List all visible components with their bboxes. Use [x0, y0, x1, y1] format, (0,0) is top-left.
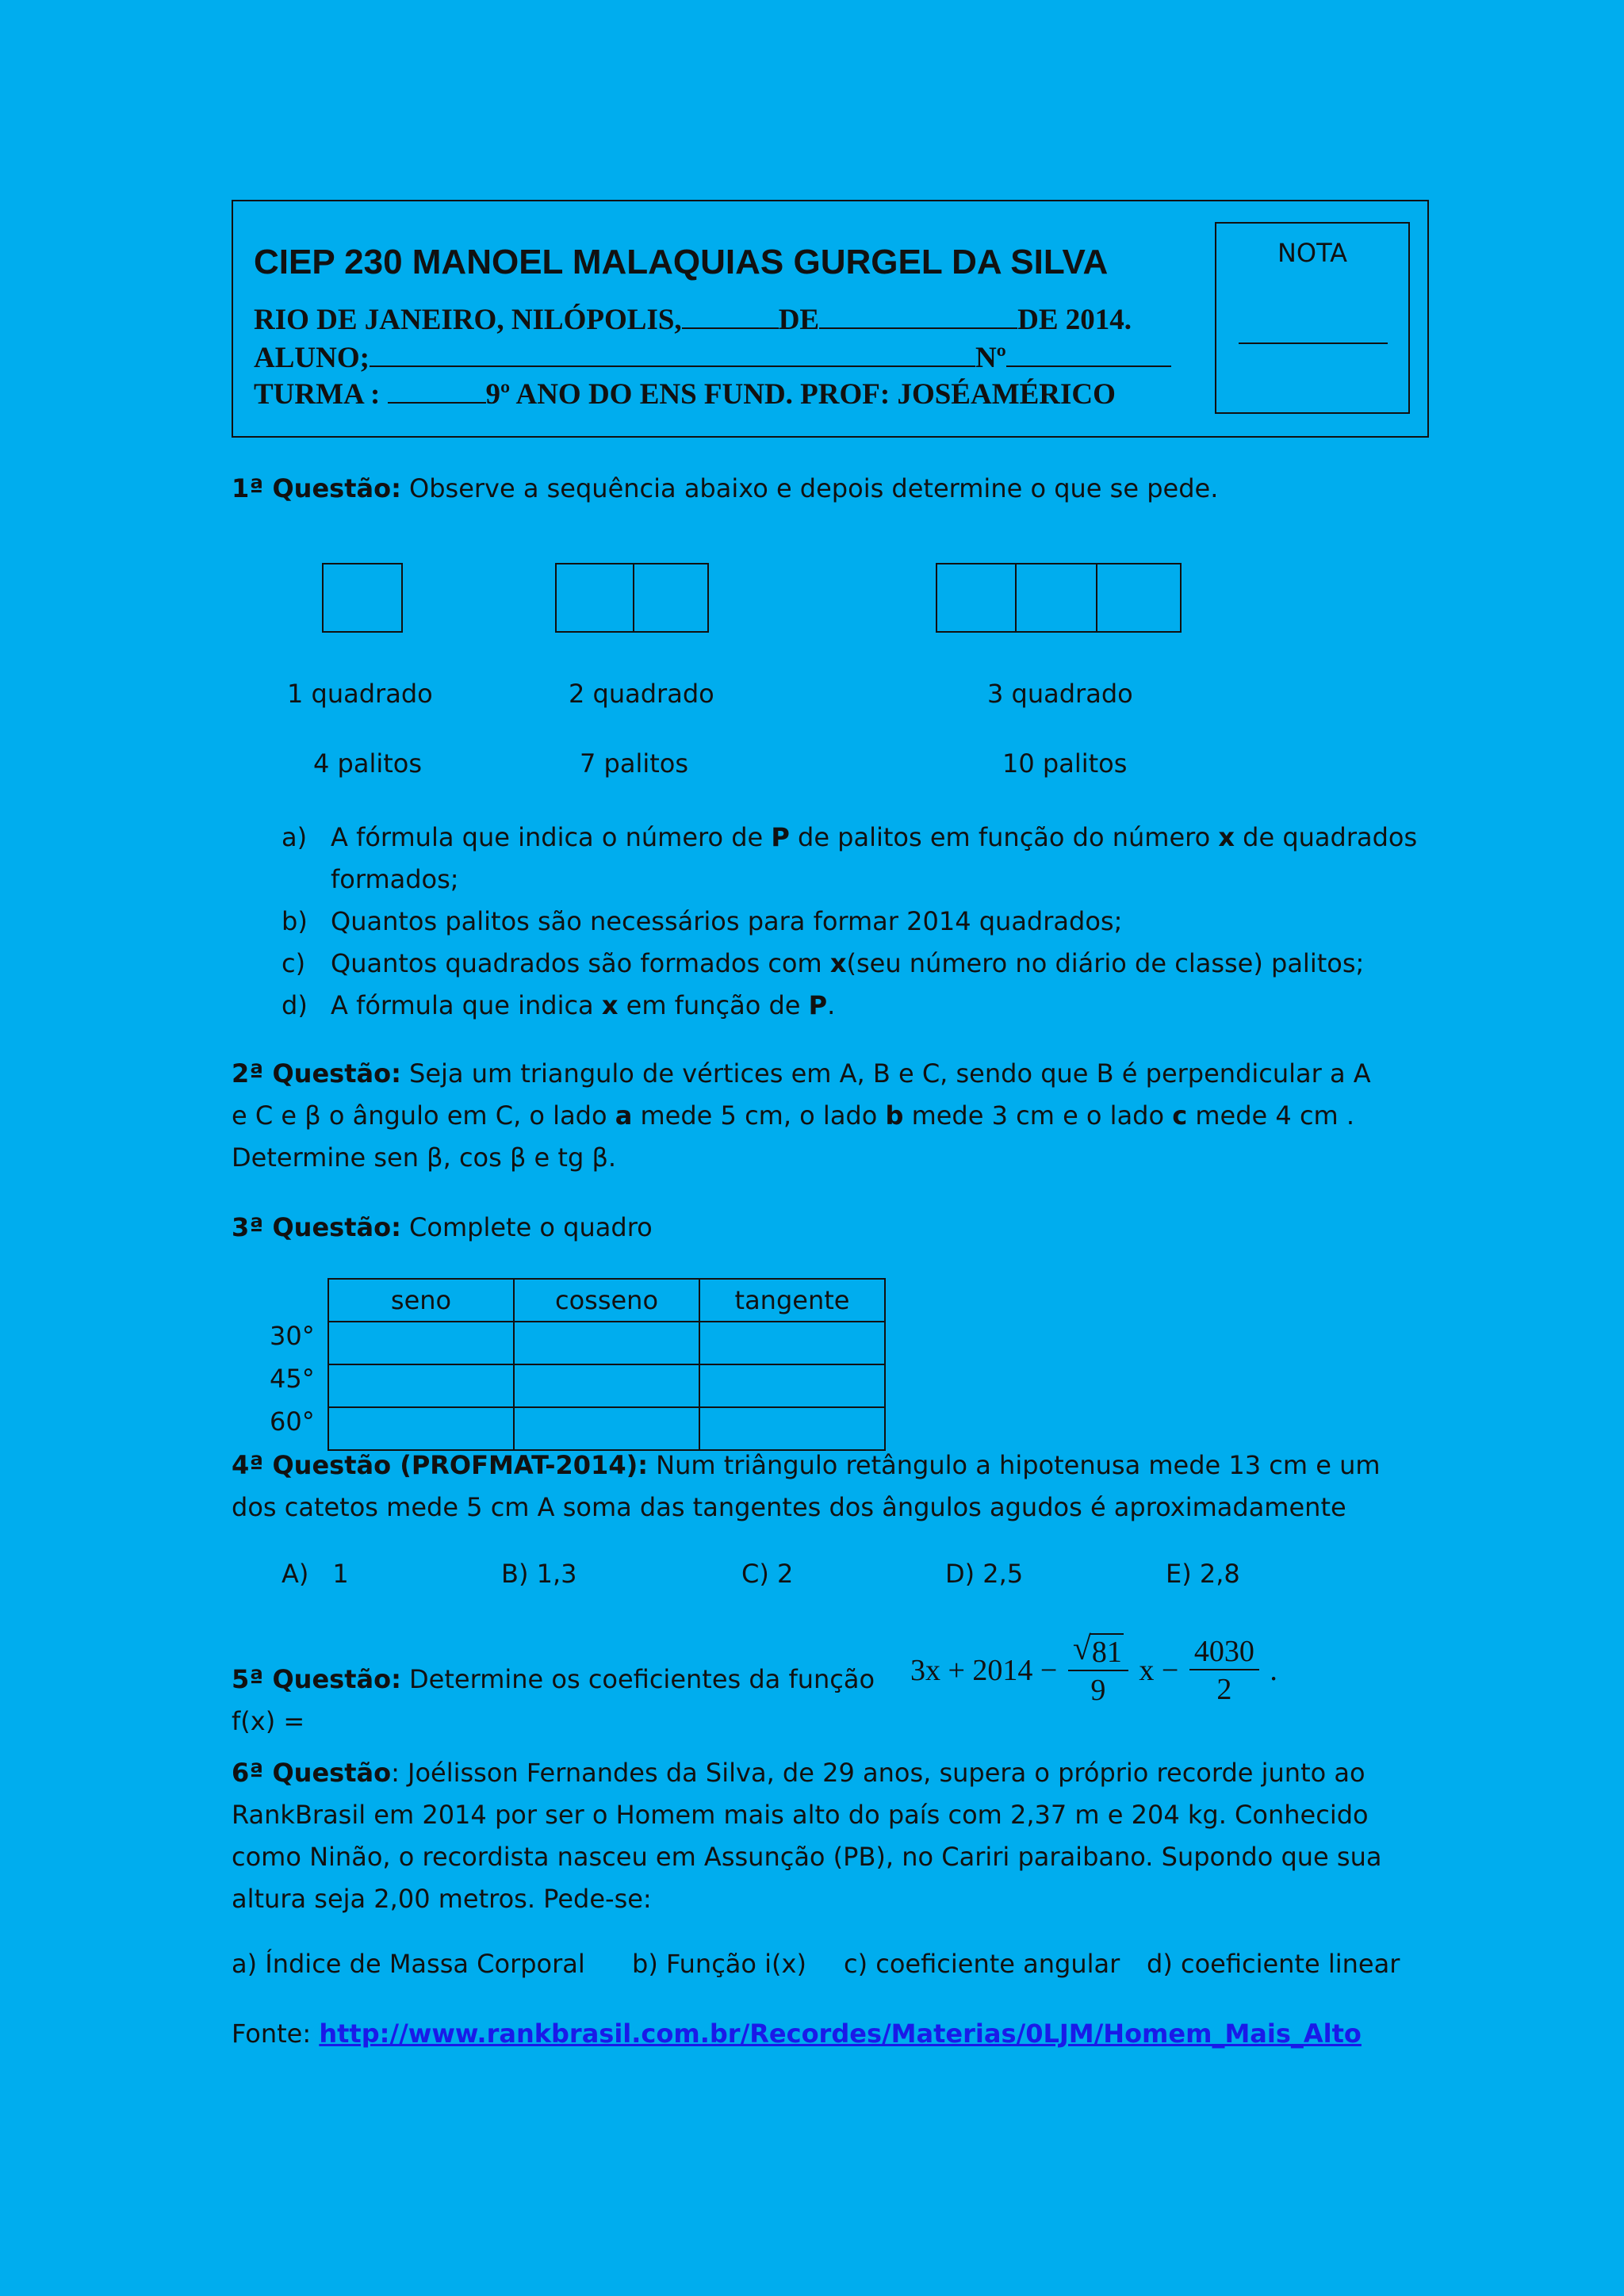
question-4-text: Num triângulo retângulo a hipotenusa mede 13 cm e um dos catetos mede 5 cm A soma das tangentes dos ângulos agudos é aproximadamente	[232, 1450, 1381, 1522]
table-cell[interactable]	[699, 1407, 885, 1450]
question-3-title	[232, 1207, 1389, 1249]
student-number-blank[interactable]	[1006, 342, 1171, 367]
question-2-label: 2ª Questão:	[232, 1058, 401, 1089]
item-text: Quantos quadrados são formados com x(seu número no diário de classe) palitos;	[331, 948, 1365, 978]
source-link[interactable]: http://www.rankbrasil.com.br/Recordes/Materias/0LJM/Homem_Mais_Alto	[319, 2019, 1362, 2049]
fraction-sqrt: √ 81 9	[1068, 1633, 1128, 1708]
option-b[interactable]: B) 1,3	[501, 1559, 577, 1589]
caption-3-squares: 3 quadrado	[987, 679, 1133, 709]
square-cell	[634, 564, 707, 631]
item-label: c)	[282, 948, 306, 978]
source-line	[232, 2019, 1362, 2049]
table-row	[328, 1364, 885, 1407]
question-3-label: 3ª Questão:	[232, 1212, 401, 1242]
aluno-label: ALUNO;	[254, 342, 370, 374]
table-cell[interactable]	[514, 1322, 699, 1364]
question-1-text: Observe a sequência abaixo e depois determine o que se pede.	[400, 473, 1219, 503]
table-cell[interactable]	[514, 1407, 699, 1450]
question-3-text: Complete o quadro	[400, 1212, 653, 1242]
question-6	[232, 1752, 1389, 1920]
caption-3-sticks: 10 palitos	[1002, 748, 1128, 779]
question-4-label: 4ª Questão (PROFMAT-2014):	[232, 1450, 648, 1480]
item-text: A fórmula que indica x em função de P.	[331, 990, 836, 1020]
table-cell[interactable]	[699, 1364, 885, 1407]
sub-item-d: d) coeficiente linear	[1147, 1949, 1400, 1979]
sub-item-b: b) Função i(x)	[632, 1949, 806, 1979]
row-label-60: 60°	[270, 1406, 315, 1437]
exam-header	[232, 200, 1429, 438]
question-5-label: 5ª Questão:	[232, 1664, 401, 1694]
grade-blank[interactable]	[1239, 342, 1388, 344]
figure-1-square	[322, 563, 403, 633]
caption-2-sticks: 7 palitos	[580, 748, 689, 779]
sub-item-c: c) coeficiente angular	[844, 1949, 1120, 1979]
function-formula	[910, 1633, 1277, 1720]
table-cell[interactable]	[328, 1407, 514, 1450]
square-cell	[937, 564, 1017, 631]
list-item	[282, 985, 1423, 1027]
day-blank[interactable]	[682, 304, 779, 329]
header-date-line	[254, 303, 1132, 337]
trig-table	[327, 1278, 886, 1451]
row-label-30: 30°	[270, 1321, 315, 1351]
table-cell[interactable]	[328, 1322, 514, 1364]
school-name: CIEP 230 MANOEL MALAQUIAS GURGEL DA SILVA	[254, 243, 1109, 281]
item-label: a)	[282, 822, 308, 852]
table-cell[interactable]	[328, 1364, 514, 1407]
square-cell	[1097, 564, 1180, 631]
sub-item-a: a) Índice de Massa Corporal	[232, 1949, 585, 1979]
option-e[interactable]: E) 2,8	[1166, 1559, 1240, 1589]
month-blank[interactable]	[819, 304, 1017, 329]
city-text: RIO DE JANEIRO, NILÓPOLIS,	[254, 304, 682, 336]
column-header: seno	[328, 1279, 514, 1322]
table-header-row	[328, 1279, 885, 1322]
turma-label: TURMA :	[254, 378, 381, 411]
caption-1-sticks: 4 palitos	[313, 748, 423, 779]
grade-label: NOTA	[1277, 238, 1348, 268]
caption-2-squares: 2 quadrado	[569, 679, 714, 709]
question-6-label: 6ª Questão	[232, 1758, 392, 1788]
question-5	[232, 1659, 914, 1743]
column-header: tangente	[699, 1279, 885, 1322]
question-4	[232, 1445, 1389, 1529]
header-class-line	[254, 377, 1116, 411]
column-header: cosseno	[514, 1279, 699, 1322]
year-text: DE 2014.	[1017, 304, 1132, 336]
formula-end: .	[1270, 1654, 1277, 1687]
formula-part: 3x + 2014 −	[910, 1654, 1058, 1687]
de-text: DE	[778, 304, 820, 336]
figure-2-squares	[555, 563, 709, 633]
option-a[interactable]: A) 1	[282, 1559, 349, 1589]
table-row	[328, 1322, 885, 1364]
item-text: Quantos palitos são necessários para formar 2014 quadrados;	[331, 906, 1123, 936]
fraction-constant: $\frac{4030}{2}$	[1189, 1634, 1259, 1707]
header-student-line	[254, 341, 1171, 375]
question-1-label: 1ª Questão:	[232, 473, 401, 503]
square-cell	[557, 564, 634, 631]
item-label: b)	[282, 906, 308, 936]
grade-box	[1215, 222, 1410, 414]
table-cell[interactable]	[514, 1364, 699, 1407]
formula-part: x −	[1139, 1654, 1179, 1687]
list-item	[282, 901, 1423, 943]
square-cell	[324, 564, 401, 631]
question-2: 2ª Questão: Seja um triangulo de vértices em A, B e C, sendo que B é perpendicular a A e C e β o ângulo em C, o lado a mede 5 cm, o lado b mede 3 cm e o lado c mede 4 cm . Determine sen β, cos β e tg β.	[232, 1058, 1371, 1173]
row-label-45: 45°	[270, 1364, 315, 1394]
item-text: A fórmula que indica o número de P de palitos em função do número x de quadrados formados;	[331, 822, 1418, 894]
list-item	[282, 943, 1423, 985]
question-5-text: Determine os coeficientes da função f(x) =	[232, 1664, 875, 1736]
class-blank[interactable]	[388, 378, 486, 404]
table-row	[328, 1407, 885, 1450]
option-c[interactable]: C) 2	[741, 1559, 794, 1589]
option-d[interactable]: D) 2,5	[945, 1559, 1024, 1589]
source-label: Fonte:	[232, 2019, 320, 2049]
number-label: Nº	[975, 342, 1006, 374]
caption-1-squares: 1 quadrado	[287, 679, 433, 709]
figure-3-squares	[936, 563, 1182, 633]
question-6-text: : Joélisson Fernandes da Silva, de 29 anos, supera o próprio recorde junto ao RankBrasil em 2014 por ser o Homem mais alto do país com 2,37 m e 204 kg. Conhecido como Ninão, o recordista nasceu em Assunção (PB), no Cariri paraibano. Supondo que sua altura seja 2,00 metros. Pede-se:	[232, 1758, 1382, 1914]
square-cell	[1017, 564, 1097, 631]
question-1-title	[232, 468, 1389, 510]
item-label: d)	[282, 990, 308, 1020]
table-cell[interactable]	[699, 1322, 885, 1364]
list-item	[282, 817, 1423, 901]
student-name-blank[interactable]	[370, 342, 975, 367]
grade-teacher-text: 9º ANO DO ENS FUND. PROF: JOSÉAMÉRICO	[485, 378, 1116, 411]
